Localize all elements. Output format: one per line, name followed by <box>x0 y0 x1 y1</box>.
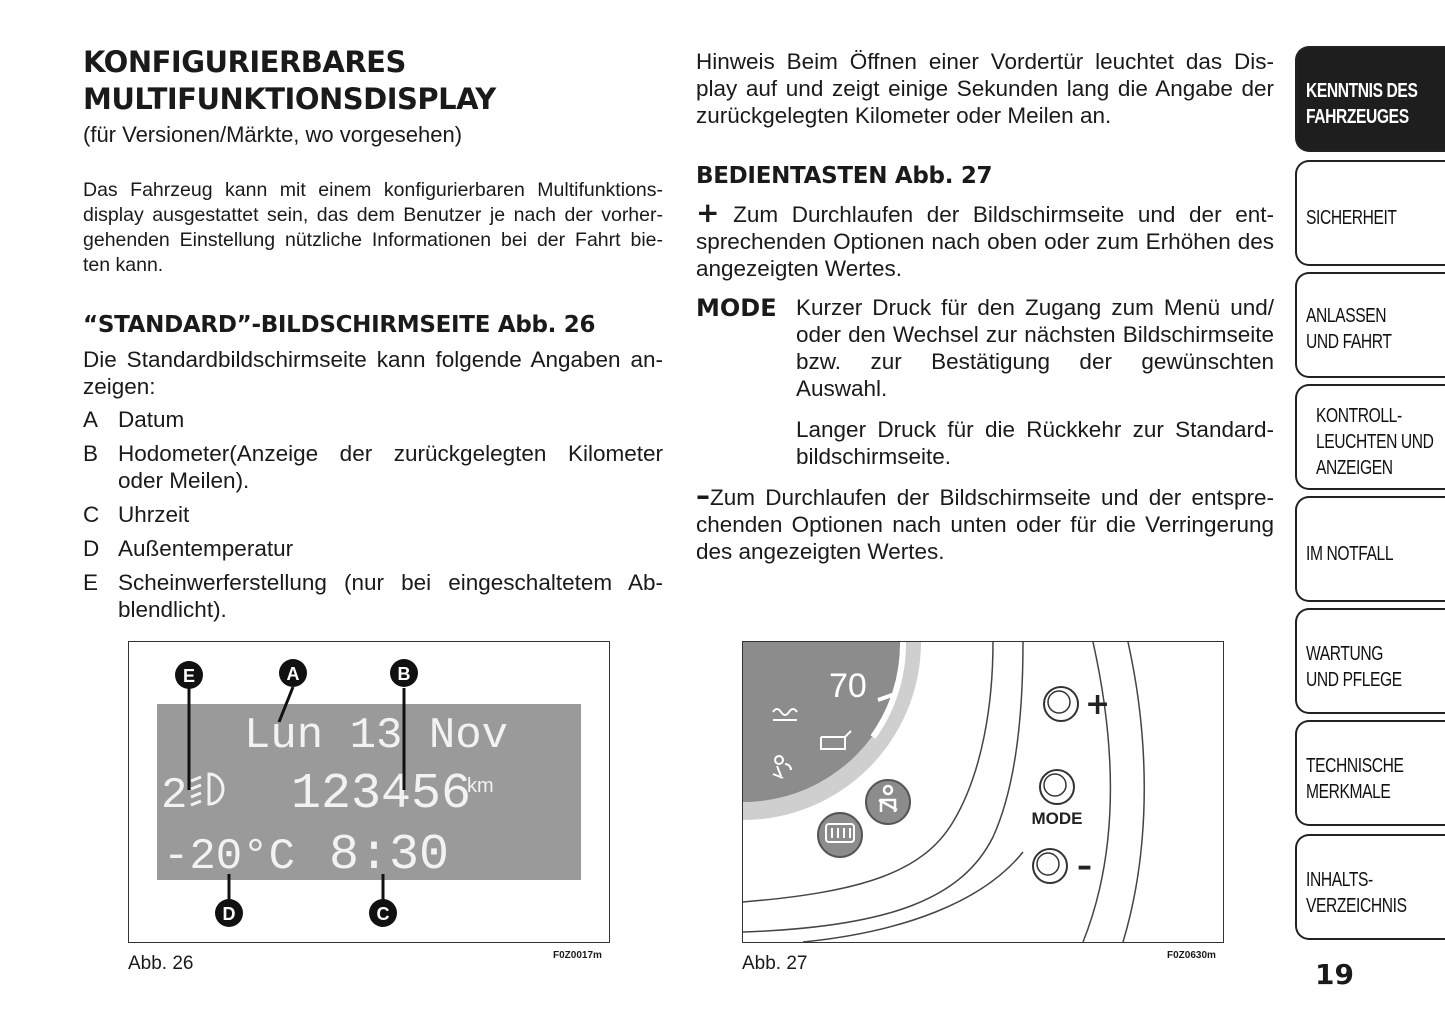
section-text: Die Standardbildschirmseite kann folgende Angaben an- zeigen: <box>83 347 663 399</box>
list-letter: C <box>83 502 100 527</box>
tab-inhaltsverzeichnis[interactable] <box>1295 834 1445 940</box>
marker-a <box>279 659 307 687</box>
figure-26 <box>128 641 610 943</box>
list-letter: E <box>83 570 99 595</box>
list-text: Uhrzeit <box>118 502 190 527</box>
title-line-2: MULTIFUNKTIONSDISPLAY <box>83 82 496 116</box>
figure-26-caption: Abb. 26 <box>128 953 194 974</box>
marker-d-label: D <box>222 904 236 924</box>
middle-column <box>696 48 1274 565</box>
figure-27-code: F0Z0630m <box>1167 950 1216 961</box>
list-text: Außentemperatur <box>118 536 294 561</box>
lcd-time: 8:30 <box>329 827 450 884</box>
mode-text-long: Langer Druck für die Rückkehr zur Standard- bildschirmseite. <box>796 417 1274 469</box>
gauge-speed-value: 70 <box>829 667 867 705</box>
minus-text: Zum Durchlaufen der Bildschirmseite und der entspre- chenden Optionen nach unten oder für die Verringerung des angezeigten Wertes. <box>696 485 1274 564</box>
intro-paragraph: Das Fahrzeug kann mit einem konfigurierbaren Multifunktions- display ausgestattet sein, das dem Benutzer je nach der vorher- gehenden Einstellung nützliche Informationen bei der Fahrt bie- ten kann. <box>83 179 663 276</box>
tab-label: ANLASSEN UND FAHRT <box>1306 305 1392 353</box>
lcd-unit: km <box>467 775 494 797</box>
list-text: Hodometer(Anzeige der zurückgelegten Kilometer oder Meilen). <box>118 441 663 493</box>
list-item <box>83 535 663 562</box>
tab-label: KENNTNIS DES FAHRZEUGES <box>1306 80 1418 128</box>
list-item <box>83 406 663 433</box>
rear-defrost-lamp <box>818 813 862 857</box>
section-heading-controls: BEDIENTASTEN Abb. 27 <box>696 163 993 189</box>
plus-text: Zum Durchlaufen der Bildschirmseite und der ent- sprechenden Optionen nach oben oder zum Erhöhen des angezeigten Wertes. <box>696 202 1274 281</box>
mode-text-short: Kurzer Druck für den Zugang zum Menü und/ oder den Wechsel zur nächsten Bildschirmseite bzw. zur Bestätigung der gewünschten Auswahl. <box>796 295 1274 401</box>
tab-sicherheit[interactable] <box>1295 160 1445 266</box>
tab-wartung-und-pflege[interactable] <box>1295 608 1445 714</box>
marker-e-label: E <box>182 666 196 686</box>
marker-b-label: B <box>397 664 411 684</box>
marker-e <box>175 661 203 689</box>
tab-label: TECHNISCHE MERKMALE <box>1306 755 1404 803</box>
tab-kenntnis-des-fahrzeuges[interactable] <box>1295 46 1445 152</box>
section-heading-standard: “STANDARD”-BILDSCHIRMSEITE Abb. 26 <box>83 312 596 338</box>
display-illustration <box>129 642 609 942</box>
mode-button-label: MODE <box>1031 809 1083 828</box>
tab-label: INHALTS- VERZEICHNIS <box>1306 869 1407 917</box>
list-letter: A <box>83 407 99 432</box>
tab-technische-merkmale[interactable] <box>1295 720 1445 826</box>
controls-illustration <box>743 642 1223 942</box>
tab-label: IM NOTFALL <box>1306 543 1394 565</box>
left-column <box>83 44 663 630</box>
marker-c <box>369 899 397 927</box>
hint-paragraph: Hinweis Beim Öffnen einer Vordertür leuchtet das Dis- play auf und zeigt einige Sekunden lang die Angabe der zurückgelegten Kilometer oder Meilen an. <box>696 49 1274 128</box>
seatbelt-lamp <box>866 780 910 824</box>
list-text: Scheinwerferstellung (nur bei eingeschaltetem Ab- blendlicht). <box>118 570 663 622</box>
tab-label: KONTROLL- LEUCHTEN UND ANZEIGEN <box>1316 405 1434 479</box>
subtitle: (für Versionen/Märkte, wo vorgesehen) <box>83 122 463 147</box>
lcd-odometer: 123456 <box>291 766 472 823</box>
lcd-temperature: -20°C <box>163 832 296 882</box>
minus-description <box>696 479 1274 565</box>
marker-b <box>390 659 418 687</box>
figure-26-code: F0Z0017m <box>553 950 602 961</box>
minus-icon: – <box>696 479 710 512</box>
tab-im-notfall[interactable] <box>1295 496 1445 602</box>
page-number: 19 <box>1315 958 1354 991</box>
plus-button-label: + <box>1085 687 1111 722</box>
list-item <box>83 501 663 528</box>
marker-a-label: A <box>286 664 300 684</box>
tab-anlassen-und-fahrt[interactable] <box>1295 272 1445 378</box>
list-letter: D <box>83 536 100 561</box>
marker-d <box>215 899 243 927</box>
title-line-1: KONFIGURIERBARES <box>83 45 406 79</box>
lcd-headlight-position: 2 <box>161 771 188 821</box>
figure-27-caption: Abb. 27 <box>742 953 808 974</box>
lcd-date: Lun 13 Nov <box>244 711 509 761</box>
list-text: Datum <box>118 407 185 432</box>
list-letter: B <box>83 441 99 466</box>
page-title <box>83 44 663 118</box>
list-item <box>83 569 663 623</box>
mode-description <box>696 294 1274 470</box>
figure-27 <box>742 641 1224 943</box>
tab-kontrollleuchten-und-anzeigen[interactable] <box>1295 384 1445 490</box>
tab-label: WARTUNG UND PFLEGE <box>1306 643 1402 691</box>
mode-label: MODE <box>696 294 777 322</box>
plus-description <box>696 196 1274 282</box>
minus-button[interactable] <box>1033 849 1092 884</box>
list-item <box>83 440 663 494</box>
info-list <box>83 406 663 623</box>
tab-label: SICHERHEIT <box>1306 207 1397 229</box>
marker-c-label: C <box>376 904 390 924</box>
minus-button-label: – <box>1077 849 1092 884</box>
plus-icon: + <box>696 196 720 229</box>
